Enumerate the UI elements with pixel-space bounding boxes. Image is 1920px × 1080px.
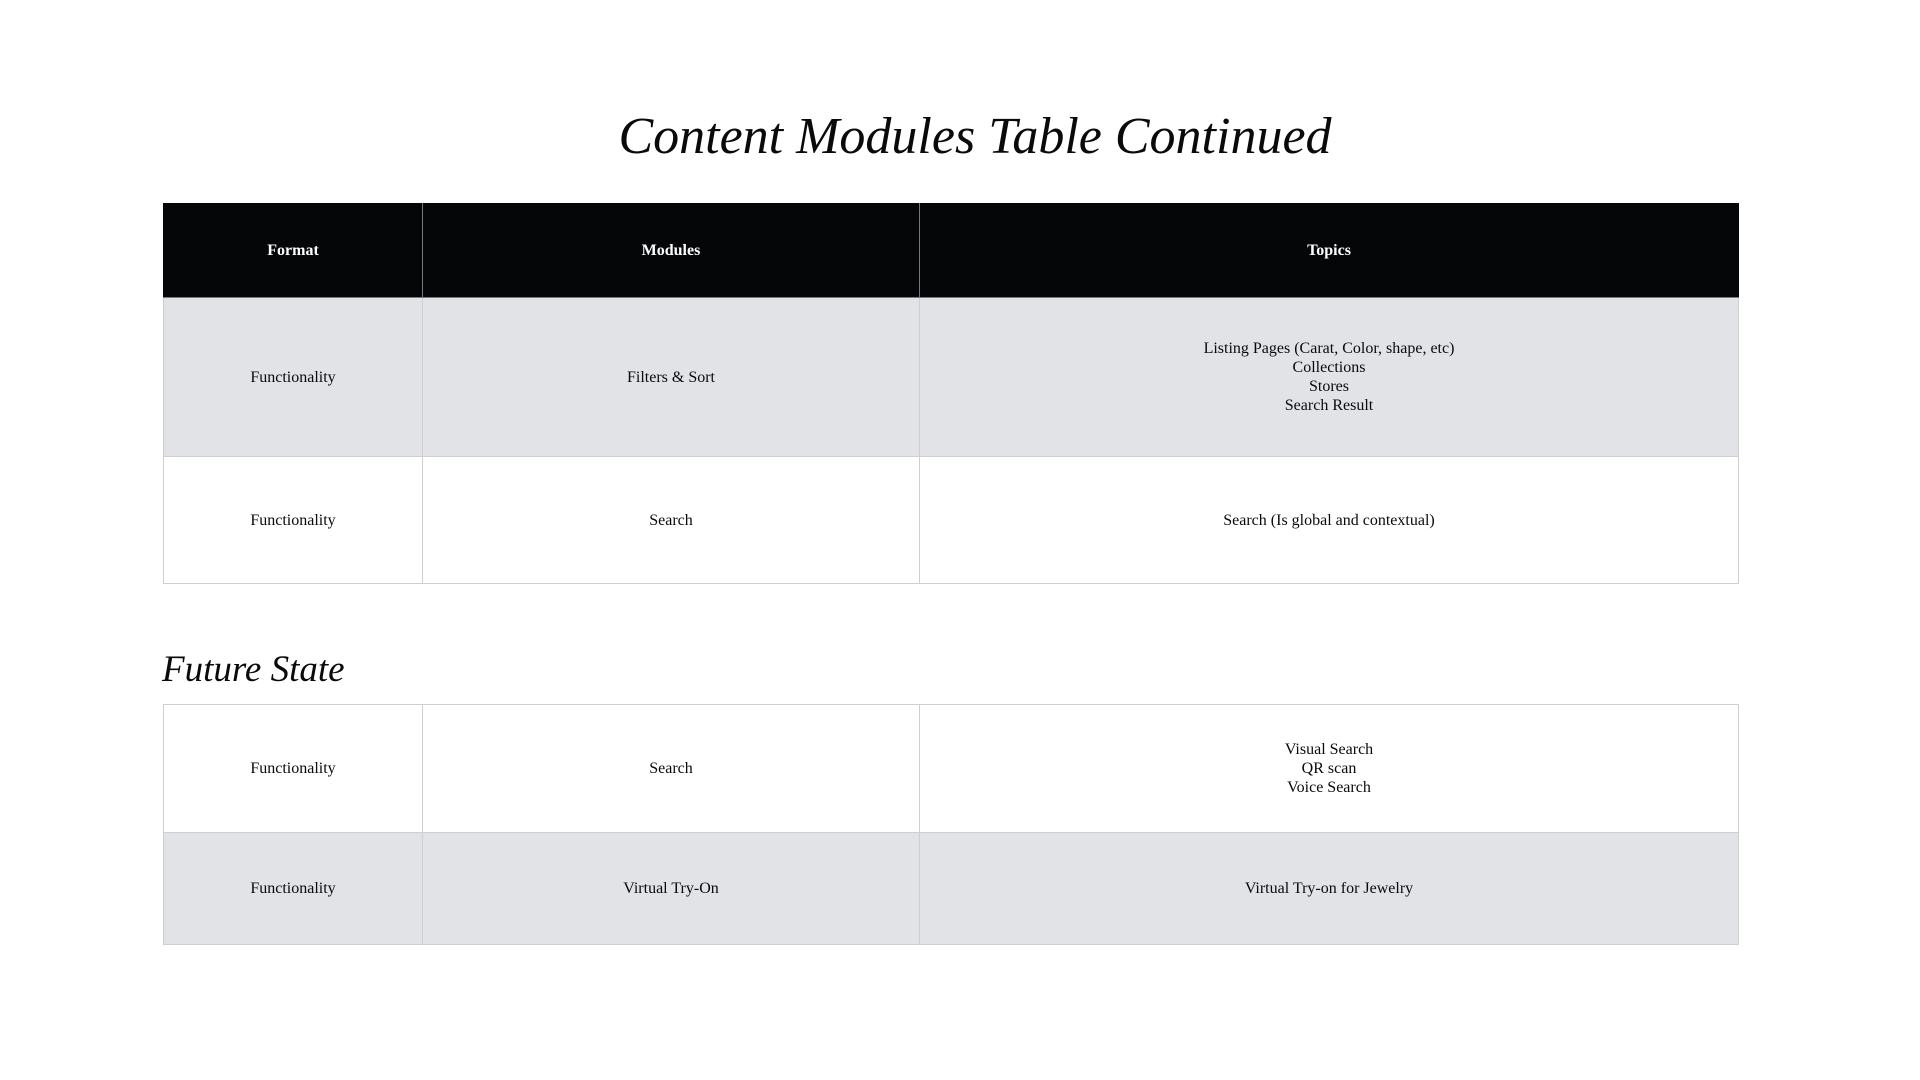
- topic-item: Collections: [1292, 359, 1366, 376]
- topic-item: Voice Search: [1287, 779, 1371, 796]
- topic-item: Search Result: [1284, 397, 1374, 414]
- topic-item: Search (Is global and contextual): [1223, 511, 1435, 529]
- topic-item: QR scan: [1301, 760, 1357, 777]
- format-cell: Functionality: [164, 457, 423, 584]
- future-state-heading: Future State: [162, 649, 345, 690]
- future-state-table: [163, 704, 1739, 945]
- topics-cell: [920, 705, 1739, 833]
- module-cell: Search: [423, 457, 920, 584]
- column-header-modules: Modules: [423, 204, 920, 298]
- module-cell: Virtual Try-On: [423, 833, 920, 945]
- table-row: [164, 298, 1739, 457]
- topics-cell: [920, 833, 1739, 945]
- format-cell: Functionality: [164, 705, 423, 833]
- page-title: Content Modules Table Continued: [618, 108, 1332, 165]
- table-header-row: [164, 204, 1739, 298]
- topic-item: Virtual Try-on for Jewelry: [1244, 880, 1414, 897]
- column-header-topics: Topics: [920, 204, 1739, 298]
- topic-item: Visual Search: [1284, 741, 1374, 758]
- format-cell: Functionality: [164, 298, 423, 457]
- table-row: [164, 705, 1739, 833]
- topic-item: Listing Pages (Carat, Color, shape, etc): [1203, 340, 1455, 357]
- module-cell: Filters & Sort: [423, 298, 920, 457]
- table-row: [164, 457, 1739, 584]
- column-header-format: Format: [164, 204, 423, 298]
- format-cell: Functionality: [164, 833, 423, 945]
- table-row: [164, 833, 1739, 945]
- module-cell: Search: [423, 705, 920, 833]
- topics-cell: [920, 298, 1739, 457]
- topic-item: Stores: [1309, 378, 1349, 395]
- topics-cell: [920, 457, 1739, 584]
- content-modules-table: [163, 203, 1739, 584]
